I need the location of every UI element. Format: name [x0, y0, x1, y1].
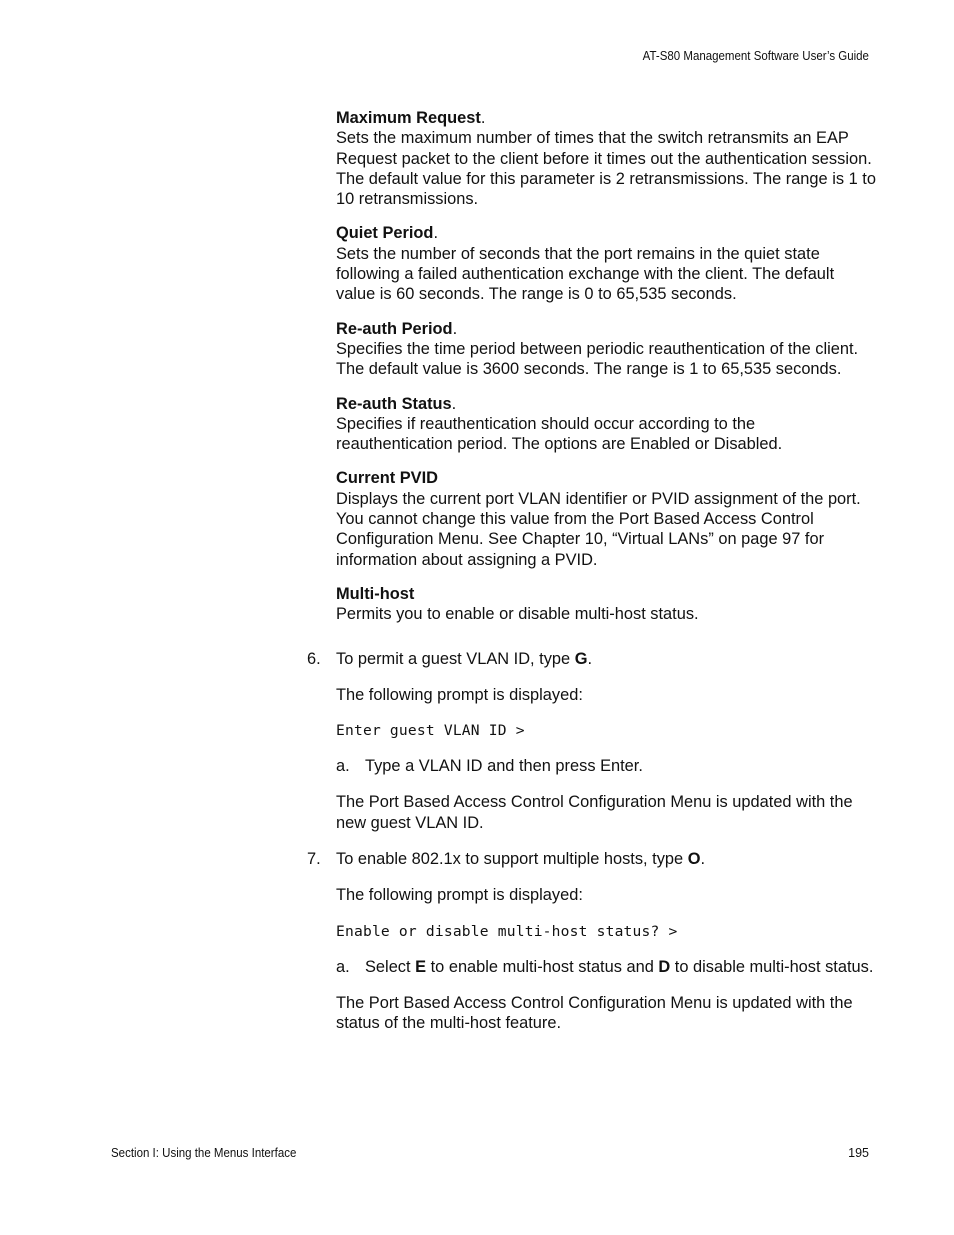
term-description: Sets the number of seconds that the port remains in the quiet state following a failed authentication exchange with the client. The default value is 60 seconds. The range is 0 to 65,535 seconds.: [336, 244, 835, 304]
term-title: Quiet Period: [336, 224, 434, 243]
substep-a: [336, 957, 876, 977]
footer-section: Section I: Using the Menus Interface: [111, 1146, 297, 1160]
substep-a: [336, 756, 876, 776]
step-text: [336, 849, 876, 869]
term-description: Permits you to enable or disable multi-host status.: [336, 605, 699, 624]
term-maximum-request: [336, 108, 876, 209]
term-multi-host: [336, 584, 876, 625]
running-header: AT-S80 Management Software User’s Guide: [642, 49, 869, 63]
step-number: 7.: [307, 850, 321, 869]
term-punct: .: [433, 224, 439, 243]
term-punct: .: [480, 109, 486, 127]
term-title: Re-auth Status: [336, 394, 452, 413]
substep-letter: a.: [336, 757, 350, 776]
term-title: Maximum Request: [336, 109, 481, 127]
term-description: Sets the maximum number of times that the switch retransmits an EAP Request packet to the client before it times out the authentication session. The default value for this parameter is 2 retransmissions. The range is 1 to 10 retransmissions.: [336, 129, 876, 209]
prompt-intro: The following prompt is displayed:: [336, 685, 583, 704]
key-d: D: [658, 957, 671, 976]
substep-text: [365, 958, 873, 976]
step-6: [307, 649, 876, 669]
term-reauth-period: [336, 319, 876, 380]
term-description: Specifies if reauthentication should occur according to the reauthentication period. The options are Enabled or Disabled.: [336, 414, 783, 454]
term-quiet-period: [336, 223, 876, 304]
term-description: Displays the current port VLAN identifier or PVID assignment of the port. You cannot change this value from the Port Based Access Control Configuration Menu. See Chapter 10, “Virtual LANs” on page 97 for information about assigning a PVID.: [336, 489, 861, 569]
key-g: G: [574, 649, 588, 668]
substep-text-part: to disable multi-host status.: [670, 957, 874, 976]
key-e: E: [415, 957, 427, 976]
substep-letter: a.: [336, 957, 350, 976]
page-content: [307, 108, 876, 1034]
term-punct: .: [452, 319, 458, 338]
result-text: The Port Based Access Control Configuration Menu is updated with the status of the multi-host feature.: [336, 993, 853, 1033]
prompt-code: Enable or disable multi-host status? >: [336, 922, 678, 940]
step-number: 6.: [307, 649, 321, 668]
term-title: Re-auth Period: [336, 319, 453, 338]
term-title: Current PVID: [336, 469, 439, 488]
step-7: [307, 849, 876, 869]
term-punct: .: [451, 394, 457, 413]
prompt-code: Enter guest VLAN ID >: [336, 722, 525, 740]
key-o: O: [687, 850, 701, 869]
footer-page-number: 195: [848, 1146, 869, 1160]
term-reauth-status: [336, 394, 876, 455]
term-current-pvid: [336, 468, 876, 569]
substep-text-part: to enable multi-host status and: [426, 957, 659, 976]
term-title: Multi-host: [336, 584, 415, 603]
substep-text-part: Select: [365, 957, 416, 976]
step-text-part: To enable 802.1x to support multiple hosts, type: [336, 850, 688, 869]
prompt-intro: The following prompt is displayed:: [336, 886, 583, 905]
substep-text: Type a VLAN ID and then press Enter.: [365, 757, 643, 776]
step-text-part: To permit a guest VLAN ID, type: [336, 649, 575, 668]
term-description: Specifies the time period between periodic reauthentication of the client. The default value is 3600 seconds. The range is 1 to 65,535 seconds.: [336, 339, 859, 379]
step-text-part: .: [587, 649, 592, 668]
step-text: [336, 649, 876, 669]
result-text: The Port Based Access Control Configuration Menu is updated with the new guest VLAN ID.: [336, 793, 853, 832]
step-text-part: .: [700, 850, 706, 869]
